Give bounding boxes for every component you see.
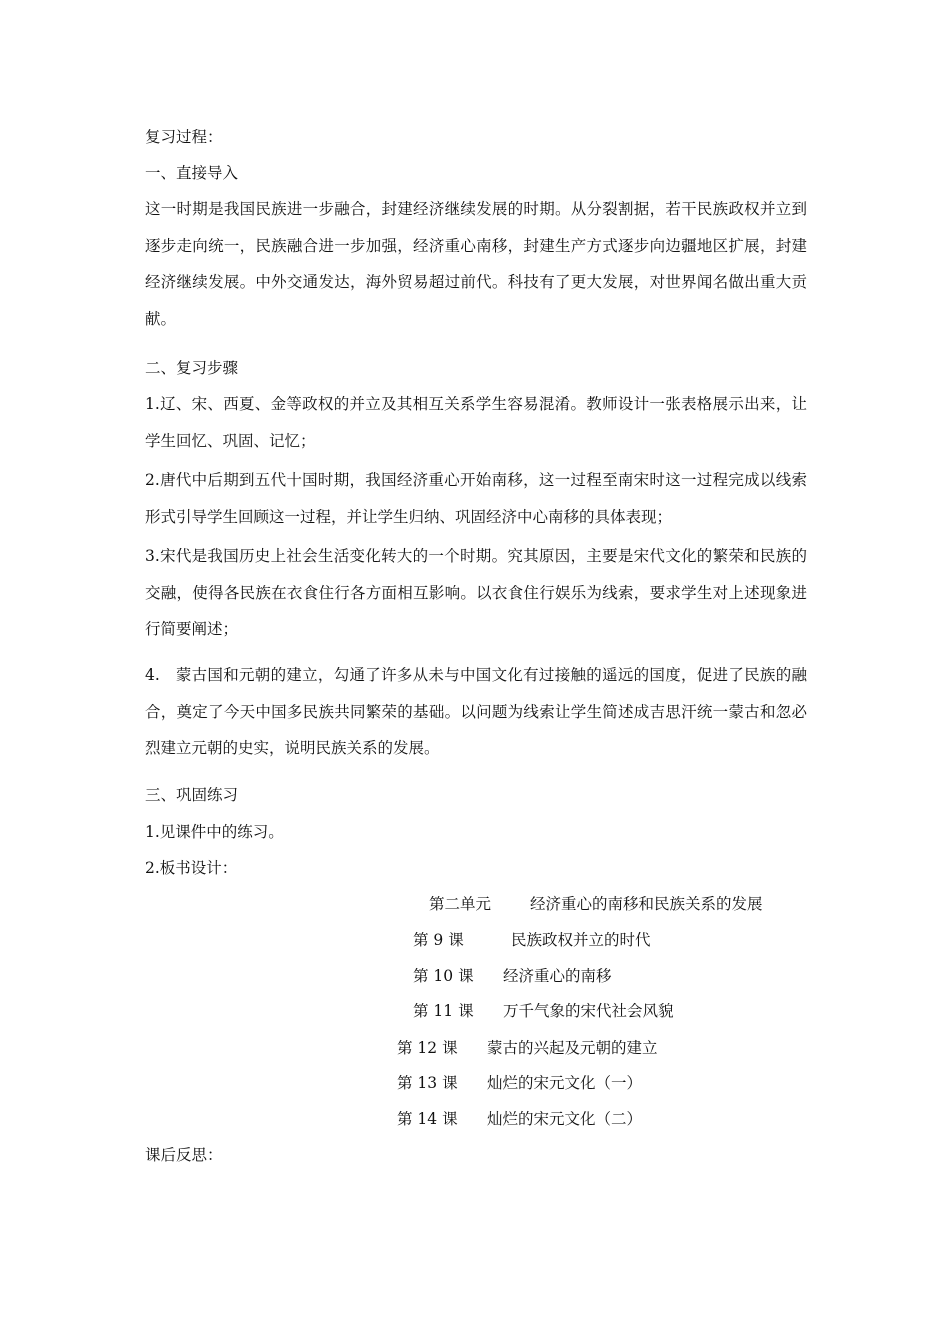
step-2-paragraph: 2.唐代中后期到五代十国时期，我国经济重心开始南移，这一过程至南宋时这一过程完成以线索形式引导学生回顾这一过程，并让学生归纳、巩固经济中心南移的具体表现； xyxy=(145,471,807,526)
board-lesson-title: 民族政权并立的时代 xyxy=(511,931,651,949)
board-lesson-code: 第 14 课 xyxy=(397,1110,458,1128)
reflection-label: 课后反思： xyxy=(145,1146,223,1164)
board-unit-row xyxy=(429,894,763,914)
intro-paragraph: 这一时期是我国民族进一步融合，封建经济继续发展的时期。从分裂割据，若干民族政权并立到逐步走向统一，民族融合进一步加强，经济重心南移，封建生产方式逐步向边疆地区扩展，封建经济继续发展。中外交通发达，海外贸易超过前代。科技有了更大发展，对世界闻名做出重大贡献。 xyxy=(145,200,807,328)
practice-item-1: 1.见课件中的练习。 xyxy=(145,823,284,841)
board-lesson-row xyxy=(397,1073,642,1093)
board-lesson-code: 第 10 课 xyxy=(413,967,474,985)
board-unit-title: 经济重心的南移和民族关系的发展 xyxy=(530,895,763,913)
step-4-paragraph: 4. 蒙古国和元朝的建立，勾通了许多从未与中国文化有过接触的遥远的国度，促进了民族的融合，奠定了今天中国多民族共同繁荣的基础。以问题为线索让学生简述成吉思汗统一蒙古和忽必烈建立元朝的史实，说明民族关系的发展。 xyxy=(145,666,807,757)
practice-item-2: 2.板书设计： xyxy=(145,859,238,877)
section-practice-title: 三、巩固练习 xyxy=(145,786,239,804)
board-lesson-code: 第 12 课 xyxy=(397,1039,458,1057)
step-1-paragraph: 1.辽、宋、西夏、金等政权的并立及其相互关系学生容易混淆。教师设计一张表格展示出来，让学生回忆、巩固、记忆； xyxy=(145,395,807,450)
board-lesson-code: 第 9 课 xyxy=(413,931,464,949)
board-lesson-row xyxy=(413,930,651,950)
board-lesson-code: 第 13 课 xyxy=(397,1074,458,1092)
board-lesson-title: 经济重心的南移 xyxy=(503,967,612,985)
step-3-paragraph: 3.宋代是我国历史上社会生活变化转大的一个时期。究其原因，主要是宋代文化的繁荣和民族的交融，使得各民族在衣食住行各方面相互影响。以衣食住行娱乐为线索，要求学生对上述现象进行简要阐述； xyxy=(145,547,807,638)
board-lesson-title: 灿烂的宋元文化（一） xyxy=(487,1074,643,1092)
board-lesson-row xyxy=(413,1001,674,1021)
board-unit-code: 第二单元 xyxy=(429,895,492,913)
section-steps-title: 二、复习步骤 xyxy=(145,359,239,377)
section-intro-title: 一、直接导入 xyxy=(145,164,239,182)
board-lesson-title: 灿烂的宋元文化（二） xyxy=(487,1110,643,1128)
board-lesson-title: 万千气象的宋代社会风貌 xyxy=(503,1002,674,1020)
board-lesson-code: 第 11 课 xyxy=(413,1002,474,1020)
heading: 复习过程： xyxy=(145,128,223,146)
board-lesson-row xyxy=(397,1109,642,1129)
board-lesson-row xyxy=(397,1038,658,1058)
board-lesson-row xyxy=(413,966,612,986)
board-lesson-title: 蒙古的兴起及元朝的建立 xyxy=(487,1039,658,1057)
